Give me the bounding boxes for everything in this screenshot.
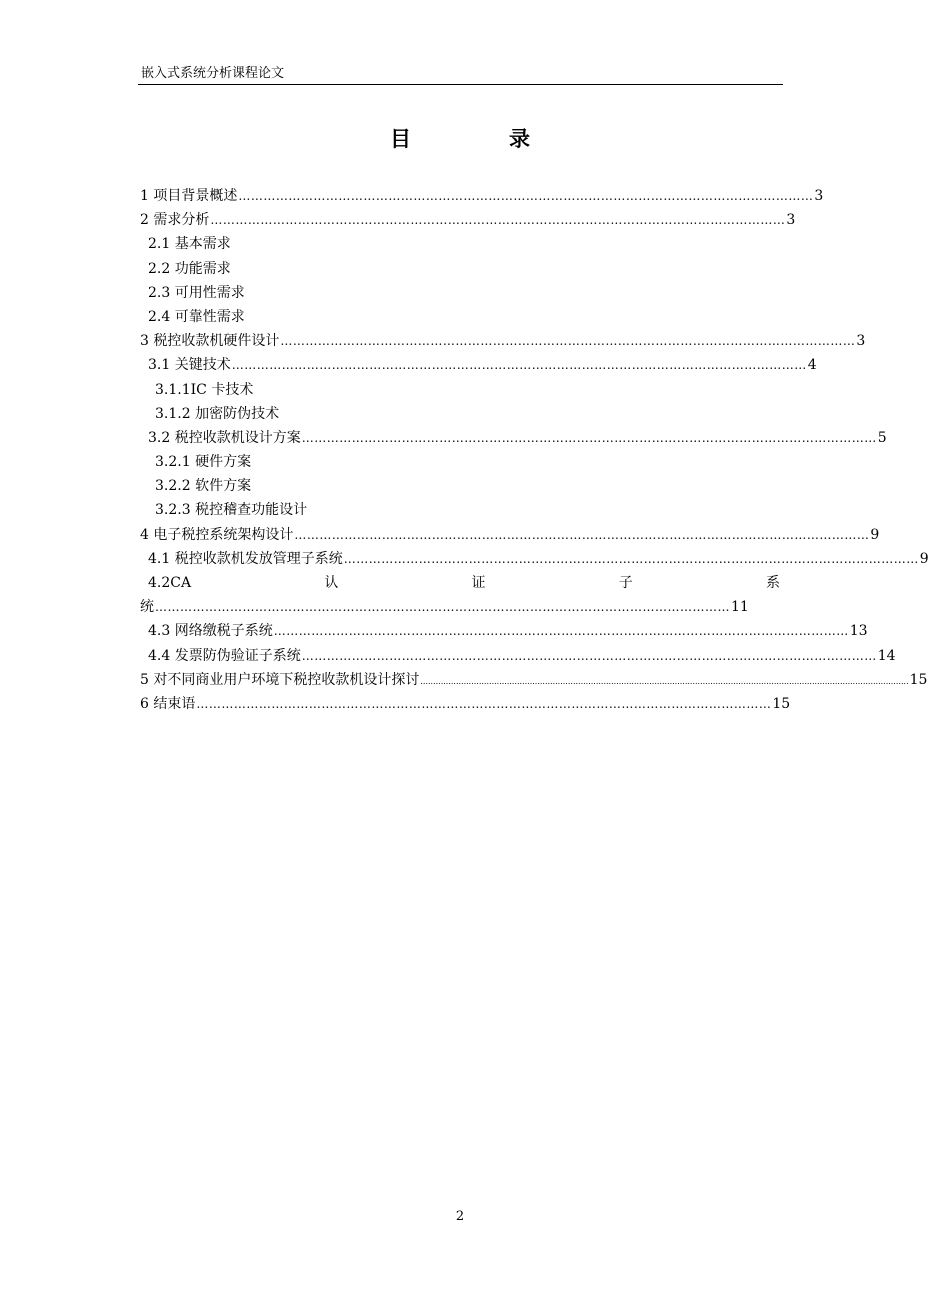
toc-entry-label: 2.4 可靠性需求	[148, 308, 245, 325]
toc-entry[interactable]	[140, 668, 928, 692]
toc-entry-justified[interactable]	[140, 571, 780, 595]
toc-entry[interactable]	[140, 402, 780, 426]
toc-entry-page: 3	[856, 333, 866, 350]
page-number: 2	[455, 1209, 465, 1224]
toc-entry-continuation[interactable]	[140, 595, 780, 619]
toc-entry[interactable]	[140, 353, 817, 377]
toc-entry-label-part: 证	[471, 575, 486, 591]
page-title	[0, 123, 920, 151]
toc-entry[interactable]	[140, 547, 929, 571]
toc-leader: …………………………………………………………………………………………………………………………	[238, 189, 814, 203]
toc-entry-label: 2.3 可用性需求	[148, 284, 245, 301]
title-char-1: 目	[390, 126, 411, 151]
toc-leader: …………………………………………………………………………………………………………………………	[301, 430, 877, 445]
toc-entry-label: 3.2 税控收款机设计方案	[148, 429, 301, 446]
toc-entry-page: 4	[807, 357, 817, 374]
toc-entry-label: 3.2.3 税控稽查功能设计	[155, 502, 308, 519]
toc-entry[interactable]	[140, 305, 780, 329]
toc-entry-label: 3.1.2 加密防伪技术	[155, 405, 280, 422]
toc-leader: …………………………………………………………………………………………………………………………	[196, 696, 772, 711]
toc-entry-label: 2.2 功能需求	[148, 260, 231, 277]
toc-leader: …………………………………………………………………………………………………………………………	[231, 358, 807, 373]
toc-entry-page: 5	[877, 429, 887, 446]
toc-entry-page: 11	[731, 599, 749, 616]
toc-leader: …………………………………………………………………………………………………………………………	[294, 527, 870, 542]
title-char-2: 录	[509, 126, 530, 151]
toc-entry[interactable]	[140, 692, 791, 716]
toc-entry-page: 9	[870, 526, 880, 543]
toc-leader: …………………………………………………………………………………………………………………………	[210, 213, 786, 228]
toc-entry-page: 13	[849, 623, 868, 640]
toc-entry[interactable]	[140, 474, 780, 498]
toc-entry[interactable]	[140, 257, 780, 281]
toc-leader: …………………………………………………………………………………………………………………………	[343, 551, 919, 566]
toc-entry-label: 3.2.1 硬件方案	[155, 454, 252, 471]
toc-entry[interactable]	[140, 184, 824, 208]
toc-entry-label: 2.1 基本需求	[148, 236, 231, 253]
toc-entry[interactable]	[140, 426, 887, 450]
toc-entry[interactable]	[140, 498, 780, 522]
toc-entry-label: 4 电子税控系统架构设计	[140, 526, 294, 543]
toc-entry-page: 3	[786, 212, 796, 229]
toc-entry-label: 6 结束语	[140, 695, 196, 712]
toc-entry-label-part: 系	[765, 575, 780, 591]
toc-entry-label: 3.1.1IC 卡技术	[155, 381, 254, 398]
toc-entry-page: 14	[877, 647, 896, 664]
toc-entry[interactable]	[140, 232, 780, 256]
toc-entry[interactable]	[140, 378, 780, 402]
table-of-contents	[140, 184, 929, 716]
toc-entry-label: 3.1 关键技术	[148, 357, 231, 374]
toc-entry-label: 3.2.2 软件方案	[155, 478, 252, 495]
toc-entry-page: 3	[814, 188, 824, 204]
toc-entry[interactable]	[140, 523, 880, 547]
toc-entry[interactable]	[140, 329, 866, 353]
toc-leader: …………………………………………………………………………………………………………………………	[155, 600, 730, 615]
toc-entry-label: 2 需求分析	[140, 212, 210, 229]
toc-entry-page: 9	[919, 550, 929, 567]
toc-entry-label: 4.3 网络缴税子系统	[148, 623, 273, 640]
toc-leader: …………………………………………………………………………………………………………………………	[301, 648, 877, 663]
toc-leader: ................................................................................................................................................................................................	[420, 676, 909, 686]
toc-entry-label: 3 税控收款机硬件设计	[140, 333, 280, 350]
running-header: 嵌入式系统分析课程论文	[141, 66, 285, 81]
toc-entry[interactable]	[140, 281, 780, 305]
header-rule	[138, 84, 783, 85]
toc-entry-label: 5 对不同商业用户环境下税控收款机设计探讨	[140, 671, 420, 688]
toc-entry-label: 4.1 税控收款机发放管理子系统	[148, 550, 343, 567]
toc-entry[interactable]	[140, 208, 796, 232]
toc-entry[interactable]	[140, 450, 780, 474]
toc-entry-page: 15	[909, 671, 928, 688]
toc-entry-label: 统	[140, 599, 154, 616]
toc-entry-label: 4.4 发票防伪验证子系统	[148, 647, 301, 664]
toc-leader: …………………………………………………………………………………………………………………………	[280, 334, 856, 349]
toc-entry[interactable]	[140, 619, 868, 643]
toc-leader: …………………………………………………………………………………………………………………………	[273, 624, 849, 639]
toc-entry-label-part: 4.2CA	[148, 575, 192, 591]
toc-entry-label-part: 认	[324, 575, 339, 591]
toc-entry-label-part: 子	[618, 575, 633, 591]
toc-entry[interactable]	[140, 644, 896, 668]
toc-entry-page: 15	[772, 695, 791, 712]
toc-entry-label: 1 项目背景概述	[140, 188, 238, 204]
